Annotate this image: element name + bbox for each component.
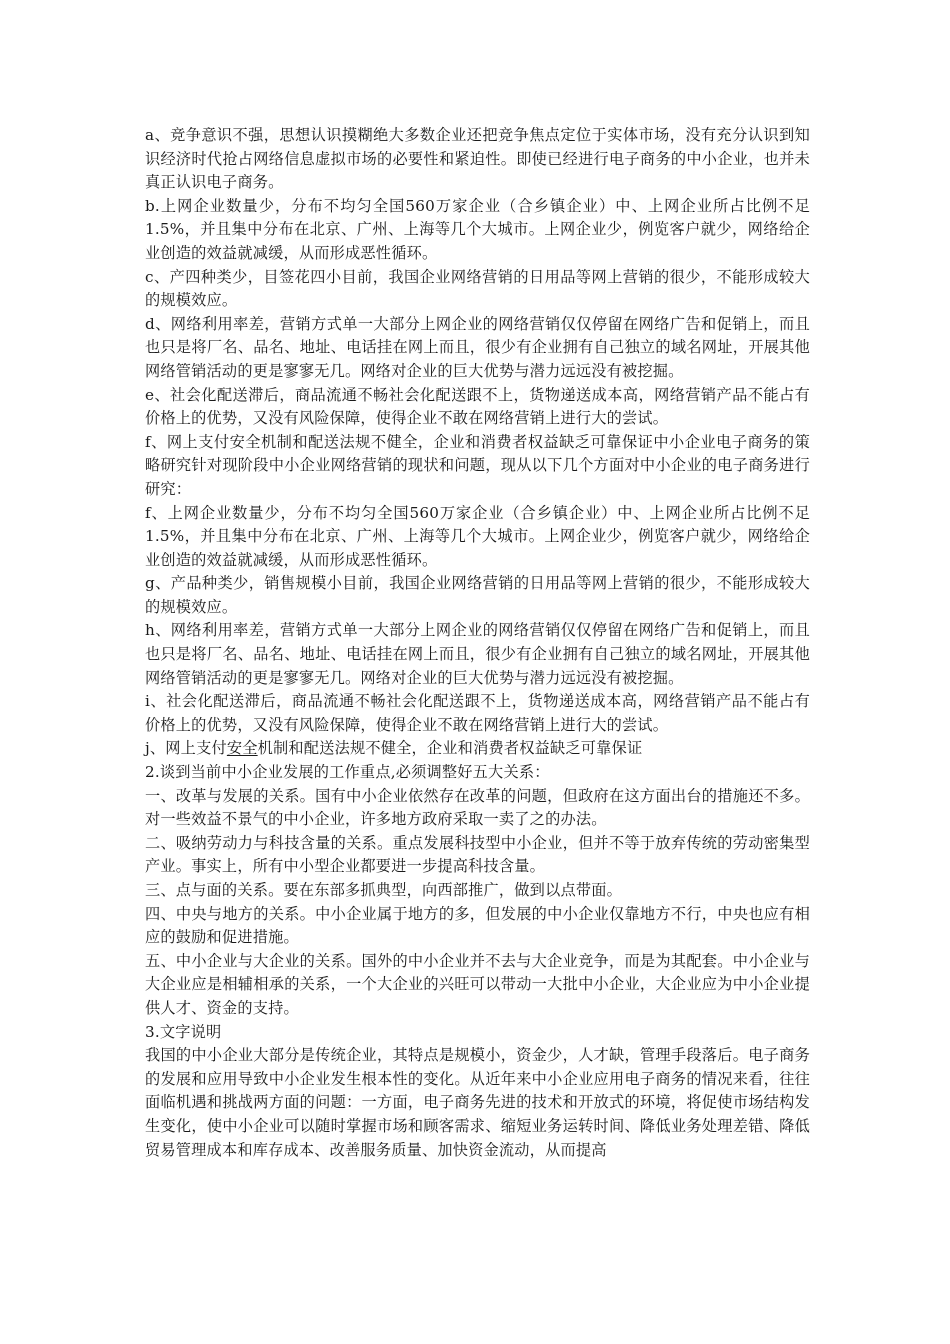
paragraph-f1: f、网上支付安全机制和配送法规不健全，企业和消费者权益缺乏可靠保证中小企业电子商务的策略研究针对现阶段中小企业网络营销的现状和问题，现从以下几个方面对中小企业的电子商务进行研究：	[145, 432, 810, 498]
paragraph-j	[145, 737, 810, 761]
paragraph-i: i、社会化配送滞后，商品流通不畅社会化配送跟不上，货物递送成本高，网络营销产品不能占有价格上的优势，又没有风险保障，使得企业不敢在网络营销上进行大的尝试。	[145, 692, 810, 734]
paragraph-e: e、社会化配送滞后，商品流通不畅社会化配送跟不上，货物递送成本高，网络营销产品不能占有价格上的优势，又没有风险保障，使得企业不敢在网络营销上进行大的尝试。	[145, 385, 810, 428]
paragraph-h: h、网络利用率差，营销方式单一大部分上网企业的网络营销仅仅停留在网络广告和促销上，而且也只是将厂名、品名、地址、电话挂在网上而且，很少有企业拥有自己独立的域名网址，开展其他网络管销活动的更是寥寥无几。网络对企业的巨大优势与潜力远远没有被挖掘。	[145, 621, 810, 687]
section-2-heading: 2.谈到当前中小企业发展的工作重点,必须调整好五大关系：	[145, 763, 550, 782]
paragraph-c: c、产四种类少，目签花四小目前，我国企业网络营销的日用品等网上营销的很少，不能形成较大的规模效应。	[145, 267, 810, 310]
paragraph-d: d、网络利用率差，营销方式单一大部分上网企业的网络营销仅仅停留在网络广告和促销上，而且也只是将厂名、品名、地址、电话挂在网上而且，很少有企业拥有自己独立的域名网址，开展其他网络管销活动的更是寥寥无几。网络对企业的巨大优势与潜力远远没有被挖掘。	[145, 314, 810, 380]
paragraph-f2: f、上网企业数量少，分布不均匀全国560万家企业（合乡镇企业）中、上网企业所占比例不足1.5%，并且集中分布在北京、广州、上海等几个大城市。上网企业少，例览客户就少，网络给企业创造的效益就减缓，从而形成恶性循环。	[145, 503, 810, 569]
document-body	[145, 124, 810, 1162]
section-3-heading: 3.文字说明	[145, 1022, 222, 1041]
relation-item-1: 一、改革与发展的关系。国有中小企业依然存在改革的问题，但政府在这方面出台的措施还不多。对一些效益不景气的中小企业，许多地方政府采取一卖了之的办法。	[145, 786, 810, 829]
relation-item-5: 五、中小企业与大企业的关系。国外的中小企业并不去与大企业竞争，而是为其配套。中小企业与大企业应是相辅相承的关系，一个大企业的兴旺可以带动一大批中小企业，大企业应为中小企业提供人才、资金的支持。	[145, 951, 810, 1017]
relation-item-2: 二、吸纳劳动力与科技含量的关系。重点发展科技型中小企业，但并不等于放弃传统的劳动密集型产业。事实上，所有中小型企业都要进一步提高科技含量。	[145, 833, 810, 876]
relation-item-4: 四、中央与地方的关系。中小企业属于地方的多，但发展的中小企业仅靠地方不行，中央也应有相应的鼓励和促进措施。	[145, 904, 810, 947]
paragraph-a: a、竞争意识不强，思想认识摸糊绝大多数企业还把竞争焦点定位于实体市场，没有充分认识到知识经济时代抢占网络信息虚拟市场的必要性和紧迫性。即使已经进行电子商务的中小企业，也并未真正认识电子商务。	[145, 126, 810, 192]
paragraph-j-end: 机制和配送法规不健全，企业和消费者权益缺乏可靠保证	[257, 739, 643, 758]
section-3-body: 我国的中小企业大部分是传统企业，其特点是规模小，资金少，人才缺，管理手段落后。电子商务的发展和应用导致中小企业发生根本性的变化。从近年来中小企业应用电子商务的情况来看，往往面临机遇和挑战两方面的问题：一方面，电子商务先进的技术和开放式的环境，将促使市场结构发生变化，使中小企业可以随时掌握市场和顾客需求、缩短业务运转时间、降低业务处理差错、降低贸易管理成本和库存成本、改善服务质量、加快资金流动，从而提高	[145, 1046, 810, 1159]
underlined-word: 安全	[226, 739, 258, 758]
paragraph-g: g、产品种类少，销售规模小目前，我国企业网络营销的日用品等网上营销的很少，不能形成较大的规模效应。	[145, 574, 810, 616]
paragraph-j-start: j、网上支付	[145, 739, 227, 758]
relation-item-3: 三、点与面的关系。要在东部多抓典型，向西部推广，做到以点带面。	[145, 881, 623, 899]
paragraph-b: b.上网企业数量少，分布不均匀全国560万家企业（合乡镇企业）中、上网企业所占比例不足1.5%，并且集中分布在北京、广州、上海等几个大城市。上网企业少，例览客户就少，网络给企业创造的效益就减缓，从而形成恶性循环。	[145, 196, 810, 262]
